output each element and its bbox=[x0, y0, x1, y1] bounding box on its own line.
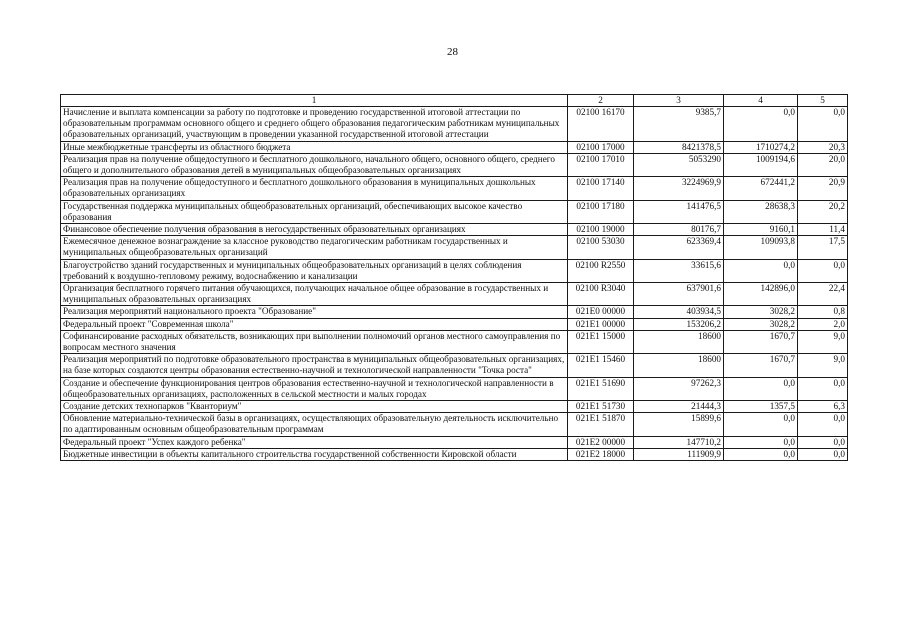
row-fact: 109093,8 bbox=[724, 236, 798, 259]
row-percent: 0,0 bbox=[798, 377, 848, 400]
row-plan: 9385,7 bbox=[634, 107, 724, 142]
row-plan: 147710,2 bbox=[634, 436, 724, 448]
row-fact: 1009194,6 bbox=[724, 153, 798, 176]
row-plan: 18600 bbox=[634, 354, 724, 377]
table-row bbox=[61, 283, 848, 306]
row-percent: 0,0 bbox=[798, 436, 848, 448]
row-name: Ежемесячное денежное вознаграждение за классное руководство педагогическим работникам государственных и муниципальных общеобразовательных организаций bbox=[61, 236, 568, 259]
header-percent-column: 5 bbox=[798, 95, 848, 107]
row-plan: 141476,5 bbox=[634, 200, 724, 223]
row-percent: 0,8 bbox=[798, 306, 848, 318]
row-percent: 6,3 bbox=[798, 401, 848, 413]
row-plan: 15899,6 bbox=[634, 413, 724, 436]
row-plan: 21444,3 bbox=[634, 401, 724, 413]
row-code: 021E2 18000 bbox=[568, 448, 634, 460]
row-name: Реализация мероприятий национального проекта "Образование" bbox=[61, 306, 568, 318]
row-fact: 1357,5 bbox=[724, 401, 798, 413]
row-name: Государственная поддержка муниципальных общеобразовательных организаций, обеспечивающих высокое качество образования bbox=[61, 200, 568, 223]
row-code: 021E2 00000 bbox=[568, 436, 634, 448]
row-name: Финансовое обеспечение получения образования в негосударственных образовательных организациях bbox=[61, 224, 568, 236]
row-name: Реализация прав на получение общедоступного и бесплатного дошкольного, начального общего, основного общего, среднего общего и дополнительного образования детей в муниципальных общеобразовательных организациях bbox=[61, 153, 568, 176]
table-row bbox=[61, 377, 848, 400]
row-plan: 403934,5 bbox=[634, 306, 724, 318]
row-name: Иные межбюджетные трансферты из областного бюджета bbox=[61, 141, 568, 153]
row-plan: 623369,4 bbox=[634, 236, 724, 259]
header-code-column: 2 bbox=[568, 95, 634, 107]
row-percent: 9,0 bbox=[798, 330, 848, 353]
row-code: 02100 17180 bbox=[568, 200, 634, 223]
row-code: 02100 17000 bbox=[568, 141, 634, 153]
row-code: 02100 R3040 bbox=[568, 283, 634, 306]
row-name: Реализация мероприятий по подготовке образовательного пространства в муниципальных общеобразовательных организациях, на базе которых создаются центры образования естественно-научной и технологической направленности "Точка роста" bbox=[61, 354, 568, 377]
row-fact: 3028,2 bbox=[724, 306, 798, 318]
row-code: 021E1 15000 bbox=[568, 330, 634, 353]
row-plan: 111909,9 bbox=[634, 448, 724, 460]
table-row bbox=[61, 413, 848, 436]
row-percent: 20,3 bbox=[798, 141, 848, 153]
row-fact: 0,0 bbox=[724, 107, 798, 142]
table-row bbox=[61, 153, 848, 176]
row-name: Организация бесплатного горячего питания обучающихся, получающих начальное общее образование в государственных и муниципальных образовательных организациях bbox=[61, 283, 568, 306]
row-percent: 17,5 bbox=[798, 236, 848, 259]
row-plan: 80176,7 bbox=[634, 224, 724, 236]
row-code: 021E1 51690 bbox=[568, 377, 634, 400]
row-name: Благоустройство зданий государственных и муниципальных общеобразовательных организаций в целях соблюдения требований к воздушно-тепловому режиму, водоснабжению и канализации bbox=[61, 259, 568, 282]
row-plan: 3224969,9 bbox=[634, 177, 724, 200]
table-header-row bbox=[61, 95, 848, 107]
row-fact: 0,0 bbox=[724, 259, 798, 282]
header-name-column: 1 bbox=[61, 95, 568, 107]
row-percent: 0,0 bbox=[798, 448, 848, 460]
row-percent: 20,2 bbox=[798, 200, 848, 223]
table-row bbox=[61, 107, 848, 142]
row-percent: 0,0 bbox=[798, 259, 848, 282]
row-code: 02100 19000 bbox=[568, 224, 634, 236]
table-row bbox=[61, 200, 848, 223]
row-name: Создание и обеспечение функционирования центров образования естественно-научной и технологической направленности в общеобразовательных организациях, расположенных в сельской местности и малых городах bbox=[61, 377, 568, 400]
page-number: 28 bbox=[447, 46, 458, 58]
table-row bbox=[61, 177, 848, 200]
table-row bbox=[61, 224, 848, 236]
row-code: 021E1 51730 bbox=[568, 401, 634, 413]
row-name: Начисление и выплата компенсации за работу по подготовке и проведению государственной итоговой аттестации по образовательным программам основного общего и среднего общего образования педагогическим работникам муниципальных образовательных организаций, участвующим в проведении указанной государственной итоговой аттестации bbox=[61, 107, 568, 142]
row-percent: 20,9 bbox=[798, 177, 848, 200]
row-plan: 18600 bbox=[634, 330, 724, 353]
row-code: 02100 17140 bbox=[568, 177, 634, 200]
row-name: Реализация прав на получение общедоступного и бесплатного дошкольного образования в муниципальных дошкольных образовательных организациях bbox=[61, 177, 568, 200]
row-name: Федеральный проект "Современная школа" bbox=[61, 318, 568, 330]
header-fact-column: 4 bbox=[724, 95, 798, 107]
row-fact: 1670,7 bbox=[724, 354, 798, 377]
row-fact: 9160,1 bbox=[724, 224, 798, 236]
row-code: 021E1 51870 bbox=[568, 413, 634, 436]
row-code: 02100 R2550 bbox=[568, 259, 634, 282]
header-plan-column: 3 bbox=[634, 95, 724, 107]
row-fact: 1670,7 bbox=[724, 330, 798, 353]
row-plan: 8421378,5 bbox=[634, 141, 724, 153]
row-code: 02100 53030 bbox=[568, 236, 634, 259]
table-row bbox=[61, 141, 848, 153]
table-row bbox=[61, 401, 848, 413]
row-fact: 28638,3 bbox=[724, 200, 798, 223]
row-name: Софинансирование расходных обязательств, возникающих при выполнении полномочий органов местного самоуправления по вопросам местного значения bbox=[61, 330, 568, 353]
row-percent: 0,0 bbox=[798, 413, 848, 436]
row-name: Создание детских технопарков "Кванториум" bbox=[61, 401, 568, 413]
row-percent: 9,0 bbox=[798, 354, 848, 377]
row-percent: 2,0 bbox=[798, 318, 848, 330]
table-row bbox=[61, 436, 848, 448]
row-plan: 637901,6 bbox=[634, 283, 724, 306]
row-fact: 0,0 bbox=[724, 413, 798, 436]
table-row bbox=[61, 318, 848, 330]
row-name: Федеральный проект "Успех каждого ребенка" bbox=[61, 436, 568, 448]
row-plan: 33615,6 bbox=[634, 259, 724, 282]
row-percent: 20,0 bbox=[798, 153, 848, 176]
table-row bbox=[61, 306, 848, 318]
row-percent: 11,4 bbox=[798, 224, 848, 236]
table-row bbox=[61, 448, 848, 460]
budget-table bbox=[60, 94, 848, 461]
row-name: Бюджетные инвестиции в объекты капитального строительства государственной собственности Кировской области bbox=[61, 448, 568, 460]
table-row bbox=[61, 330, 848, 353]
row-code: 021E1 00000 bbox=[568, 318, 634, 330]
row-fact: 0,0 bbox=[724, 448, 798, 460]
row-plan: 97262,3 bbox=[634, 377, 724, 400]
table-row bbox=[61, 236, 848, 259]
row-fact: 3028,2 bbox=[724, 318, 798, 330]
row-code: 021E1 15460 bbox=[568, 354, 634, 377]
row-code: 021E0 00000 bbox=[568, 306, 634, 318]
row-percent: 22,4 bbox=[798, 283, 848, 306]
row-fact: 142896,0 bbox=[724, 283, 798, 306]
row-fact: 0,0 bbox=[724, 377, 798, 400]
table-row bbox=[61, 259, 848, 282]
table-row bbox=[61, 354, 848, 377]
row-code: 02100 17010 bbox=[568, 153, 634, 176]
row-plan: 153206,2 bbox=[634, 318, 724, 330]
row-plan: 5053290 bbox=[634, 153, 724, 176]
row-fact: 0,0 bbox=[724, 436, 798, 448]
row-fact: 672441,2 bbox=[724, 177, 798, 200]
row-code: 02100 16170 bbox=[568, 107, 634, 142]
row-name: Обновление материально-технической базы в организациях, осуществляющих образовательную деятельность исключительно по адаптированным основным общеобразовательным программам bbox=[61, 413, 568, 436]
row-percent: 0,0 bbox=[798, 107, 848, 142]
row-fact: 1710274,2 bbox=[724, 141, 798, 153]
